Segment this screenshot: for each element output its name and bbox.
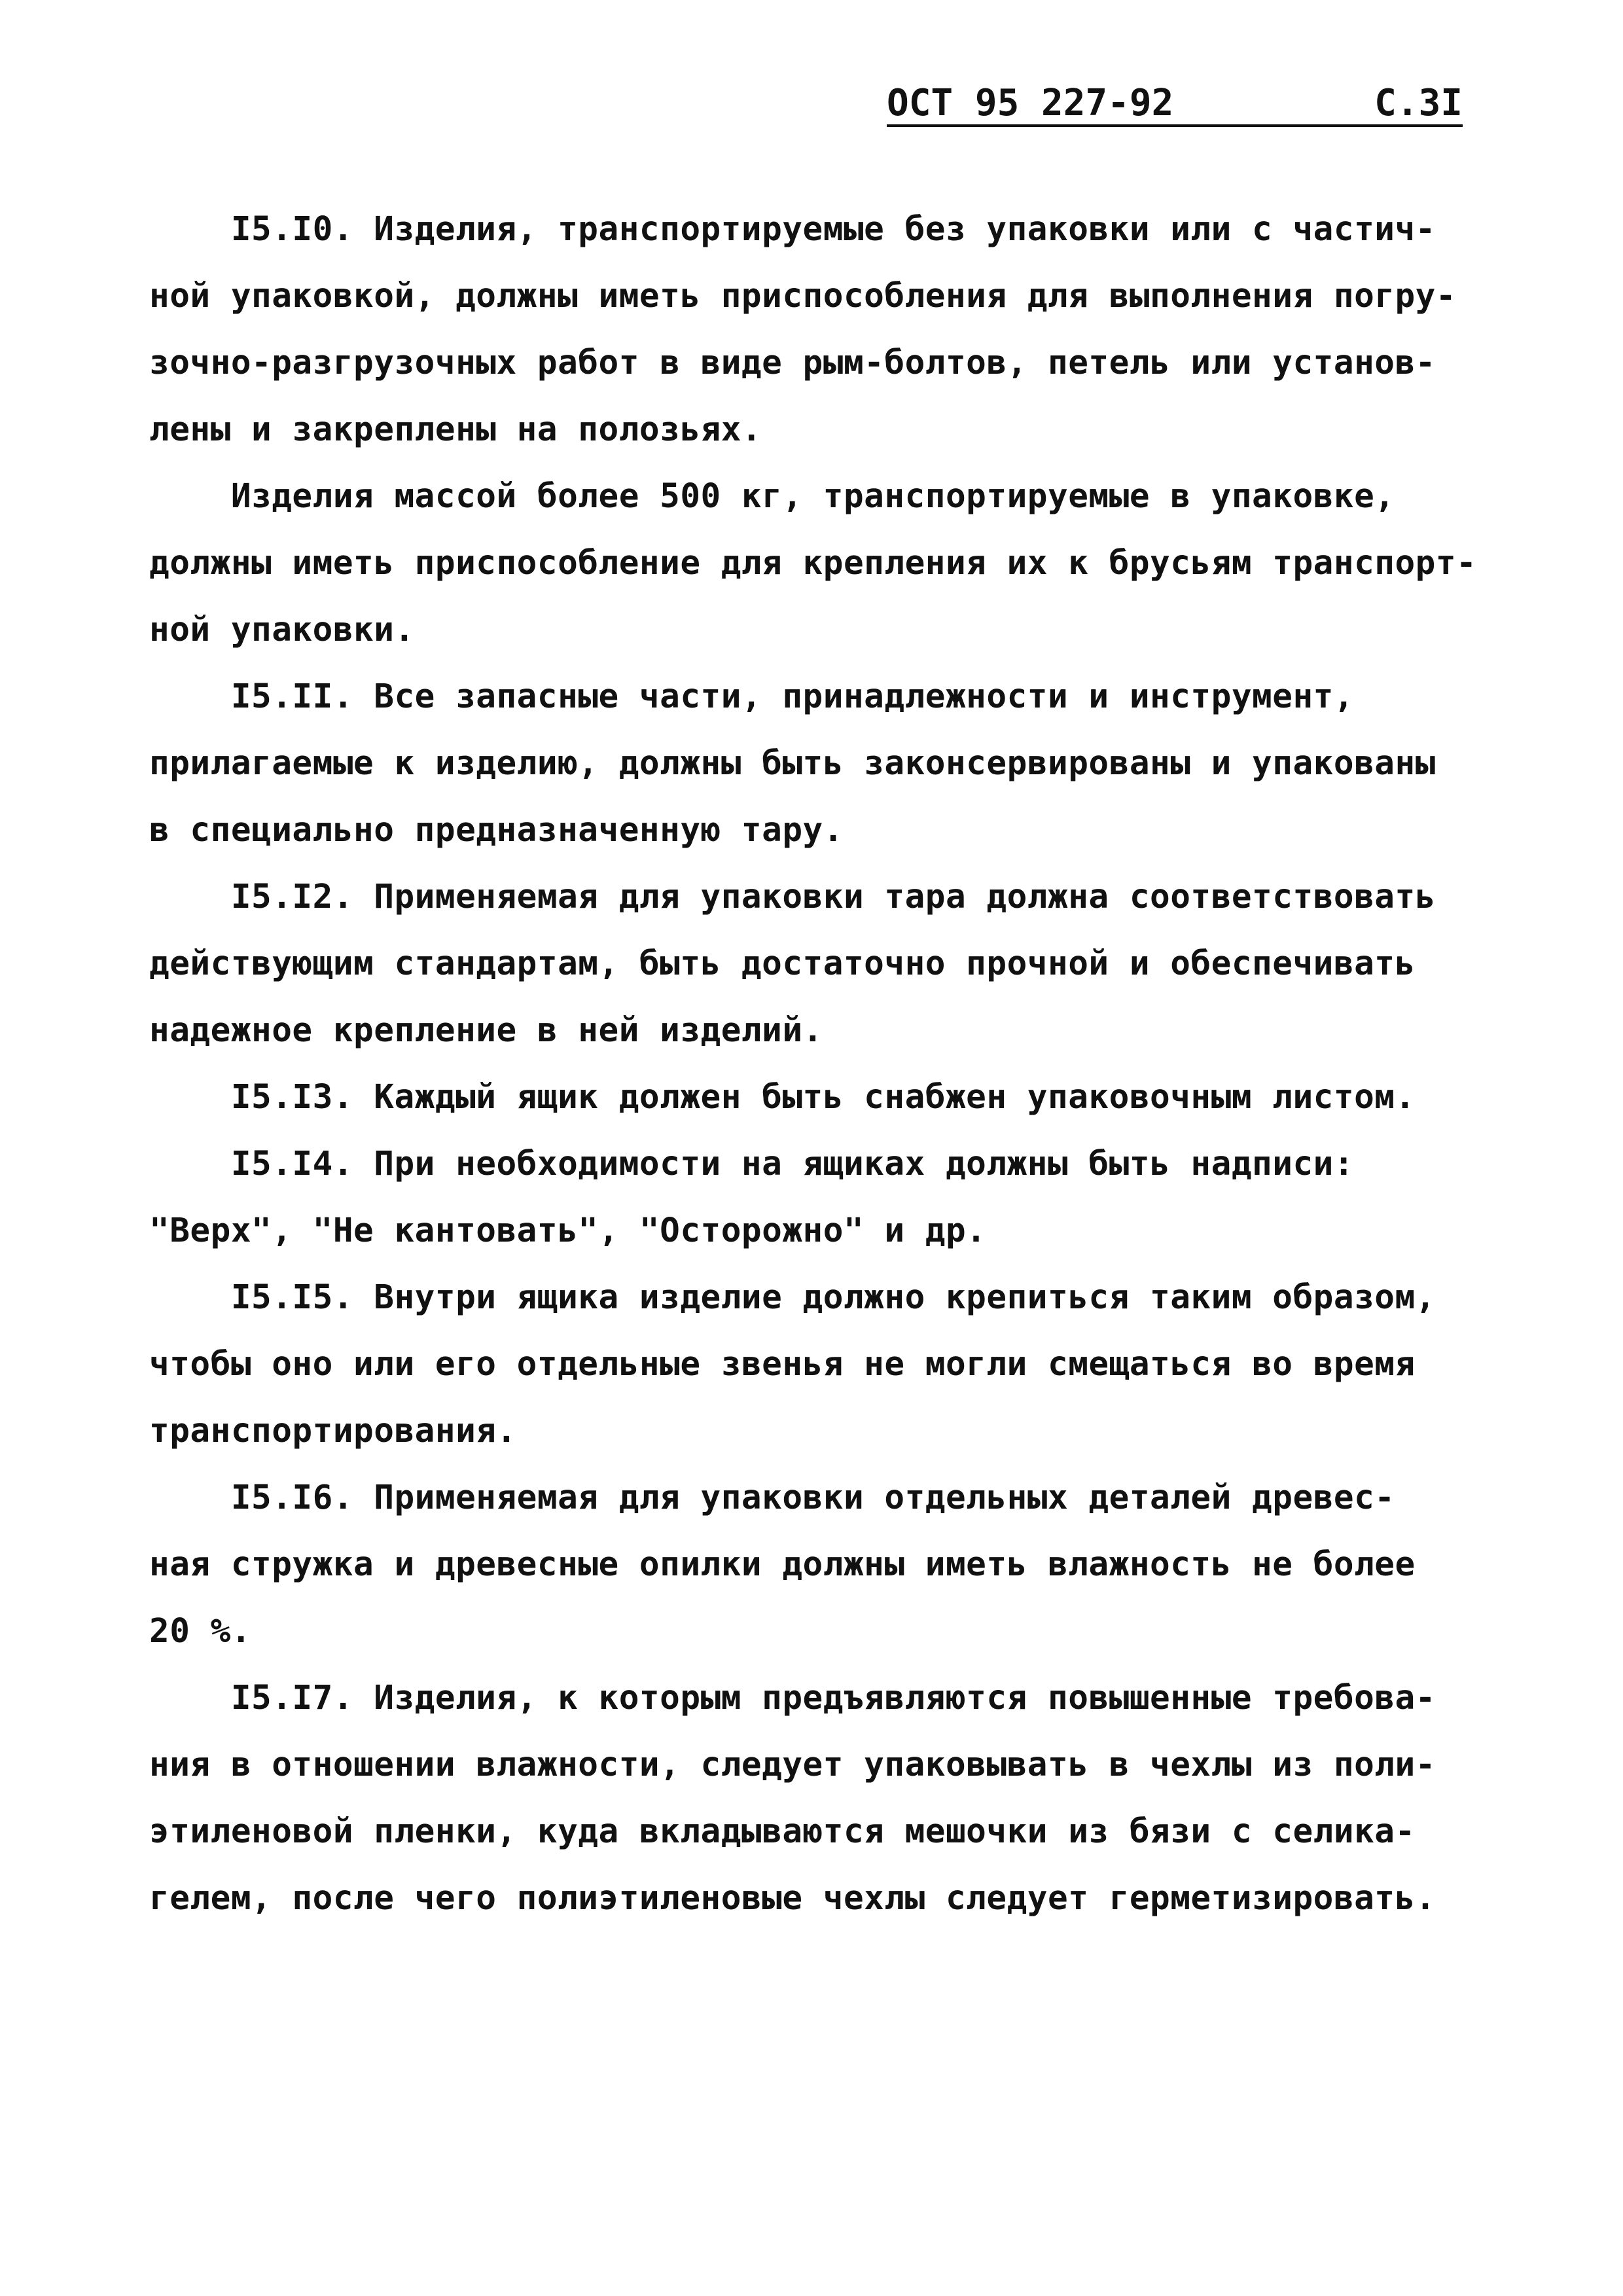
text-line: I5.II. Все запасные части, принадлежности и инструмент, bbox=[149, 677, 1355, 716]
text-line: Изделия массой более 500 кг, транспортируемые в упаковке, bbox=[149, 477, 1395, 516]
text-line: в специально предназначенную тару. bbox=[149, 811, 844, 850]
text-line: I5.I4. При необходимости на ящиках должны быть надписи: bbox=[149, 1145, 1355, 1183]
paragraph bbox=[149, 864, 1478, 1064]
text-line: транспортирования. bbox=[149, 1412, 517, 1450]
text-line: зочно-разгрузочных работ в виде рым-болтов, петель или установ- bbox=[149, 344, 1436, 382]
page-header bbox=[887, 77, 1463, 130]
text-line: должны иметь приспособление для крепления их к брусьям транспорт- bbox=[149, 544, 1477, 583]
text-line: I5.I6. Применяемая для упаковки отдельных деталей древес- bbox=[149, 1479, 1395, 1517]
paragraph bbox=[149, 664, 1478, 864]
text-line: 20 %. bbox=[149, 1612, 252, 1651]
document-code: ОСТ 95 227-92 bbox=[887, 82, 1174, 124]
paragraph bbox=[149, 1265, 1478, 1465]
text-line: ной упаковки. bbox=[149, 611, 415, 649]
header-underline bbox=[887, 124, 1463, 127]
text-line: гелем, после чего полиэтиленовые чехлы следует герметизировать. bbox=[149, 1879, 1436, 1918]
text-line: лены и закреплены на полозьях. bbox=[149, 410, 762, 449]
text-line: ния в отношении влажности, следует упаковывать в чехлы из поли- bbox=[149, 1746, 1436, 1784]
text-line: I5.I5. Внутри ящика изделие должно крепиться таким образом, bbox=[149, 1278, 1436, 1317]
paragraph bbox=[149, 463, 1478, 664]
text-line: "Верх", "Не кантовать", "Осторожно" и др. bbox=[149, 1211, 987, 1250]
paragraph bbox=[149, 1131, 1478, 1265]
paragraph bbox=[149, 196, 1478, 463]
paragraph bbox=[149, 1665, 1478, 1932]
page-number: С.3I bbox=[1374, 82, 1463, 124]
text-line: прилагаемые к изделию, должны быть законсервированы и упакованы bbox=[149, 744, 1436, 783]
paragraph bbox=[149, 1465, 1478, 1665]
text-line: ная стружка и древесные опилки должны иметь влажность не более bbox=[149, 1545, 1416, 1584]
text-line: I5.I7. Изделия, к которым предъявляются повышенные требова- bbox=[149, 1679, 1436, 1717]
text-line: I5.I3. Каждый ящик должен быть снабжен упаковочным листом. bbox=[149, 1078, 1416, 1117]
text-line: действующим стандартам, быть достаточно прочной и обеспечивать bbox=[149, 944, 1416, 983]
text-line: надежное крепление в ней изделий. bbox=[149, 1011, 823, 1050]
text-line: этиленовой пленки, куда вкладываются мешочки из бязи с селика- bbox=[149, 1812, 1416, 1851]
paragraph bbox=[149, 1064, 1478, 1131]
text-line: I5.I2. Применяемая для упаковки тара должна соответствовать bbox=[149, 878, 1436, 916]
text-line: ной упаковкой, должны иметь приспособления для выполнения погру- bbox=[149, 277, 1457, 315]
text-line: чтобы оно или его отдельные звенья не могли смещаться во время bbox=[149, 1345, 1416, 1384]
text-line: I5.I0. Изделия, транспортируемые без упаковки или с частич- bbox=[149, 210, 1436, 249]
document-body bbox=[149, 196, 1478, 1932]
